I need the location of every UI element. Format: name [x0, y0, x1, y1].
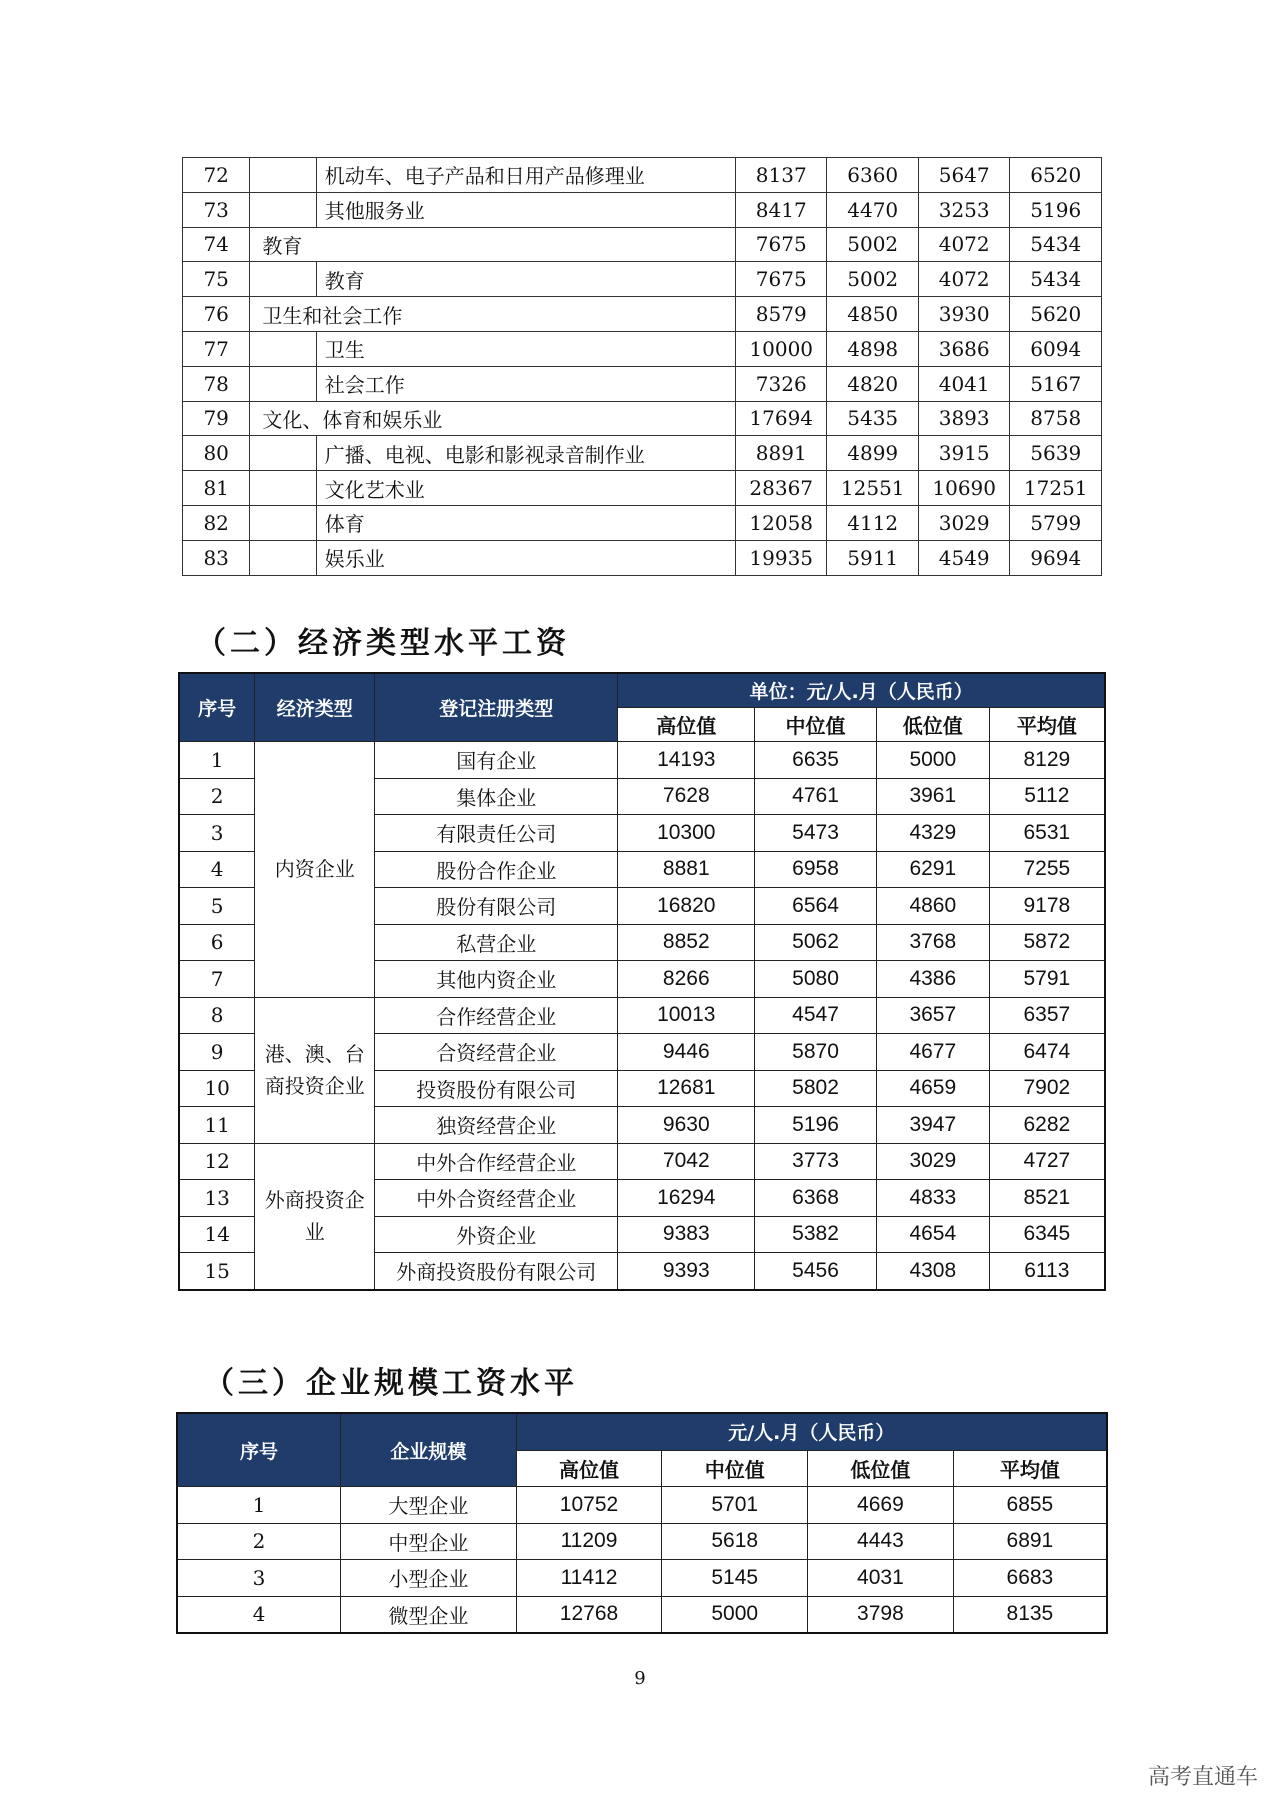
section-2-heading: （二）经济类型水平工资: [196, 626, 570, 661]
header-high: 高位值: [618, 708, 755, 742]
value-avg: 5167: [1010, 366, 1102, 401]
value-low: 4669: [808, 1487, 954, 1524]
industry-name: 教育: [250, 227, 736, 262]
row-number: 83: [183, 540, 250, 575]
table-row: [183, 436, 1102, 471]
value-avg: 5639: [1010, 436, 1102, 471]
industry-name: 文化、体育和娱乐业: [250, 401, 736, 436]
value-avg: 5434: [1010, 227, 1102, 262]
value-mid: 12551: [827, 471, 918, 506]
registration-type: 合资经营企业: [375, 1034, 618, 1071]
value-low: 4329: [876, 815, 989, 852]
row-number: 78: [183, 366, 250, 401]
row-number: 1: [177, 1487, 341, 1524]
value-avg: 5620: [1010, 297, 1102, 332]
value-low: 4443: [808, 1523, 954, 1560]
registration-type: 外资企业: [375, 1216, 618, 1253]
value-low: 3768: [876, 924, 989, 961]
header-mid: 中位值: [662, 1450, 808, 1487]
industry-parent-cell: [250, 366, 316, 401]
industry-parent-cell: [250, 331, 316, 366]
value-mid: 5701: [662, 1487, 808, 1524]
industry-parent-cell: [250, 158, 316, 193]
economic-type-wage-table-body: [179, 742, 1105, 1290]
table-row: [183, 192, 1102, 227]
industry-name: 体育: [316, 505, 735, 540]
value-low: 4549: [918, 540, 1009, 575]
table-row: [177, 1523, 1107, 1560]
row-number: 4: [179, 851, 255, 888]
table-row: [183, 331, 1102, 366]
industry-name: 其他服务业: [316, 192, 735, 227]
row-number: 73: [183, 192, 250, 227]
value-mid: 5618: [662, 1523, 808, 1560]
enterprise-scale: 小型企业: [341, 1560, 517, 1597]
value-mid: 5911: [827, 540, 918, 575]
value-low: 4659: [876, 1070, 989, 1107]
page-number: 9: [634, 1668, 646, 1689]
value-high: 16294: [618, 1180, 755, 1217]
value-low: 4041: [918, 366, 1009, 401]
industry-parent-cell: [250, 192, 316, 227]
value-low: 4654: [876, 1216, 989, 1253]
value-high: 9446: [618, 1034, 755, 1071]
industry-name: 文化艺术业: [316, 471, 735, 506]
registration-type: 合作经营企业: [375, 997, 618, 1034]
value-high: 8852: [618, 924, 755, 961]
enterprise-scale: 中型企业: [341, 1523, 517, 1560]
row-number: 3: [179, 815, 255, 852]
row-number: 3: [177, 1560, 341, 1597]
value-high: 12768: [516, 1596, 662, 1633]
value-avg: 6357: [989, 997, 1105, 1034]
value-high: 12058: [735, 505, 826, 540]
value-high: 9383: [618, 1216, 755, 1253]
value-high: 14193: [618, 742, 755, 779]
row-number: 9: [179, 1034, 255, 1071]
row-number: 2: [177, 1523, 341, 1560]
value-mid: 5002: [827, 227, 918, 262]
value-high: 7042: [618, 1143, 755, 1180]
value-low: 3930: [918, 297, 1009, 332]
header-low: 低位值: [876, 708, 989, 742]
table-row: [177, 1560, 1107, 1597]
value-mid: 4899: [827, 436, 918, 471]
value-avg: 6113: [989, 1253, 1105, 1290]
table-row: [183, 471, 1102, 506]
value-high: 8417: [735, 192, 826, 227]
value-high: 11209: [516, 1523, 662, 1560]
table-row: [179, 742, 1105, 779]
value-avg: 9694: [1010, 540, 1102, 575]
value-mid: 4112: [827, 505, 918, 540]
industry-parent-cell: [250, 436, 316, 471]
value-low: 4386: [876, 961, 989, 998]
header-unit: 元/人.月（人民币）: [516, 1413, 1107, 1450]
value-high: 8266: [618, 961, 755, 998]
header-scale: 企业规模: [341, 1413, 517, 1487]
value-low: 4833: [876, 1180, 989, 1217]
table-row: [179, 1143, 1105, 1180]
value-mid: 5802: [755, 1070, 877, 1107]
value-high: 7326: [735, 366, 826, 401]
value-avg: 9178: [989, 888, 1105, 925]
value-avg: 6891: [953, 1523, 1107, 1560]
economic-type-group: [255, 997, 375, 1143]
value-high: 16820: [618, 888, 755, 925]
registration-type: 中外合作经营企业: [375, 1143, 618, 1180]
value-mid: 5435: [827, 401, 918, 436]
registration-type: 股份有限公司: [375, 888, 618, 925]
row-number: 76: [183, 297, 250, 332]
row-number: 13: [179, 1180, 255, 1217]
table-row: [183, 262, 1102, 297]
row-number: 8: [179, 997, 255, 1034]
value-low: 3029: [876, 1143, 989, 1180]
header-low: 低位值: [808, 1450, 954, 1487]
row-number: 7: [179, 961, 255, 998]
value-high: 7675: [735, 227, 826, 262]
value-avg: 5872: [989, 924, 1105, 961]
value-low: 3915: [918, 436, 1009, 471]
value-avg: 5112: [989, 778, 1105, 815]
economic-type-label: 商投资企业: [264, 1074, 365, 1098]
value-avg: 4727: [989, 1143, 1105, 1180]
value-mid: 5062: [755, 924, 877, 961]
row-number: 77: [183, 331, 250, 366]
row-number: 80: [183, 436, 250, 471]
registration-type: 中外合资经营企业: [375, 1180, 618, 1217]
value-low: 5647: [918, 158, 1009, 193]
value-high: 9393: [618, 1253, 755, 1290]
value-low: 3686: [918, 331, 1009, 366]
row-number: 72: [183, 158, 250, 193]
value-avg: 6855: [953, 1487, 1107, 1524]
value-mid: 6564: [755, 888, 877, 925]
row-number: 5: [179, 888, 255, 925]
value-low: 4072: [918, 227, 1009, 262]
table-row: [179, 997, 1105, 1034]
table-row: [183, 366, 1102, 401]
value-avg: 8135: [953, 1596, 1107, 1633]
row-number: 11: [179, 1107, 255, 1144]
section-3-heading: （三）企业规模工资水平: [204, 1366, 578, 1401]
registration-type: 有限责任公司: [375, 815, 618, 852]
value-mid: 4898: [827, 331, 918, 366]
enterprise-scale: 微型企业: [341, 1596, 517, 1633]
value-mid: 6958: [755, 851, 877, 888]
value-low: 3798: [808, 1596, 954, 1633]
value-avg: 7255: [989, 851, 1105, 888]
industry-parent-cell: [250, 471, 316, 506]
value-high: 10752: [516, 1487, 662, 1524]
row-number: 1: [179, 742, 255, 779]
industry-parent-cell: [250, 540, 316, 575]
economic-type-label: 业: [304, 1220, 325, 1244]
value-low: 3253: [918, 192, 1009, 227]
value-mid: 5456: [755, 1253, 877, 1290]
registration-type: 私营企业: [375, 924, 618, 961]
value-avg: 17251: [1010, 471, 1102, 506]
row-number: 75: [183, 262, 250, 297]
row-number: 6: [179, 924, 255, 961]
value-high: 8137: [735, 158, 826, 193]
enterprise-scale: 大型企业: [341, 1487, 517, 1524]
value-mid: 5000: [662, 1596, 808, 1633]
value-mid: 5196: [755, 1107, 877, 1144]
registration-type: 投资股份有限公司: [375, 1070, 618, 1107]
header-avg: 平均值: [989, 708, 1105, 742]
value-avg: 8758: [1010, 401, 1102, 436]
value-avg: 5196: [1010, 192, 1102, 227]
row-number: 10: [179, 1070, 255, 1107]
industry-name: 机动车、电子产品和日用产品修理业: [316, 158, 735, 193]
header-economic-type: 经济类型: [255, 673, 375, 742]
value-avg: 7902: [989, 1070, 1105, 1107]
value-high: 10013: [618, 997, 755, 1034]
value-mid: 5382: [755, 1216, 877, 1253]
value-avg: 8521: [989, 1180, 1105, 1217]
value-high: 19935: [735, 540, 826, 575]
header-no: 序号: [177, 1413, 341, 1487]
value-mid: 4470: [827, 192, 918, 227]
value-low: 6291: [876, 851, 989, 888]
value-avg: 6683: [953, 1560, 1107, 1597]
table-row: [183, 505, 1102, 540]
value-mid: 4820: [827, 366, 918, 401]
value-low: 4860: [876, 888, 989, 925]
value-avg: 5799: [1010, 505, 1102, 540]
value-avg: 6474: [989, 1034, 1105, 1071]
value-avg: 6520: [1010, 158, 1102, 193]
registration-type: 集体企业: [375, 778, 618, 815]
value-mid: 4850: [827, 297, 918, 332]
header-mid: 中位值: [755, 708, 877, 742]
value-mid: 4761: [755, 778, 877, 815]
table-row: [183, 401, 1102, 436]
value-high: 8579: [735, 297, 826, 332]
table-row: [183, 297, 1102, 332]
value-mid: 4547: [755, 997, 877, 1034]
value-high: 11412: [516, 1560, 662, 1597]
industry-parent-cell: [250, 262, 316, 297]
enterprise-scale-wage-table: [176, 1412, 1108, 1634]
header-no: 序号: [179, 673, 255, 742]
value-mid: 5080: [755, 961, 877, 998]
value-high: 28367: [735, 471, 826, 506]
economic-type-group: [255, 742, 375, 998]
value-high: 7675: [735, 262, 826, 297]
value-avg: 8129: [989, 742, 1105, 779]
value-mid: 5473: [755, 815, 877, 852]
row-number: 82: [183, 505, 250, 540]
header-avg: 平均值: [953, 1450, 1107, 1487]
row-number: 15: [179, 1253, 255, 1290]
industry-parent-cell: [250, 505, 316, 540]
industry-wage-table: [182, 157, 1102, 576]
economic-type-label: 内资企业: [274, 857, 355, 882]
value-high: 9630: [618, 1107, 755, 1144]
value-mid: 6360: [827, 158, 918, 193]
value-high: 7628: [618, 778, 755, 815]
value-high: 17694: [735, 401, 826, 436]
value-high: 12681: [618, 1070, 755, 1107]
value-mid: 5145: [662, 1560, 808, 1597]
enterprise-scale-wage-table-body: [177, 1487, 1107, 1634]
row-number: 2: [179, 778, 255, 815]
industry-name: 教育: [316, 262, 735, 297]
value-high: 8881: [618, 851, 755, 888]
header-registration-type: 登记注册类型: [375, 673, 618, 742]
table-row: [177, 1596, 1107, 1633]
value-mid: 3773: [755, 1143, 877, 1180]
registration-type: 其他内资企业: [375, 961, 618, 998]
table-row: [177, 1487, 1107, 1524]
value-low: 3893: [918, 401, 1009, 436]
value-low: 4072: [918, 262, 1009, 297]
economic-type-wage-table: [178, 672, 1106, 1291]
value-avg: 6531: [989, 815, 1105, 852]
row-number: 79: [183, 401, 250, 436]
registration-type: 股份合作企业: [375, 851, 618, 888]
row-number: 4: [177, 1596, 341, 1633]
value-high: 8891: [735, 436, 826, 471]
row-number: 74: [183, 227, 250, 262]
value-mid: 6635: [755, 742, 877, 779]
row-number: 12: [179, 1143, 255, 1180]
row-number: 81: [183, 471, 250, 506]
value-avg: 5791: [989, 961, 1105, 998]
value-low: 3961: [876, 778, 989, 815]
industry-name: 卫生和社会工作: [250, 297, 736, 332]
value-avg: 6094: [1010, 331, 1102, 366]
industry-wage-table-body: [183, 158, 1102, 576]
header-unit: 单位：元/人.月（人民币）: [618, 673, 1105, 708]
header-high: 高位值: [516, 1450, 662, 1487]
economic-type-label: 外商投资企: [264, 1188, 365, 1212]
value-high: 10000: [735, 331, 826, 366]
row-number: 14: [179, 1216, 255, 1253]
registration-type: 独资经营企业: [375, 1107, 618, 1144]
value-low: 3657: [876, 997, 989, 1034]
table-row: [183, 158, 1102, 193]
value-low: 10690: [918, 471, 1009, 506]
table-row: [183, 227, 1102, 262]
economic-type-label: 港、澳、台: [264, 1042, 365, 1066]
registration-type: 国有企业: [375, 742, 618, 779]
value-mid: 6368: [755, 1180, 877, 1217]
value-avg: 6282: [989, 1107, 1105, 1144]
value-low: 4031: [808, 1560, 954, 1597]
watermark: 高考直通车: [1147, 1765, 1258, 1790]
value-mid: 5002: [827, 262, 918, 297]
value-avg: 5434: [1010, 262, 1102, 297]
value-mid: 5870: [755, 1034, 877, 1071]
industry-name: 娱乐业: [316, 540, 735, 575]
industry-name: 广播、电视、电影和影视录音制作业: [316, 436, 735, 471]
value-low: 5000: [876, 742, 989, 779]
value-low: 3029: [918, 505, 1009, 540]
value-low: 3947: [876, 1107, 989, 1144]
economic-type-group: [255, 1143, 375, 1290]
value-high: 10300: [618, 815, 755, 852]
registration-type: 外商投资股份有限公司: [375, 1253, 618, 1290]
industry-name: 卫生: [316, 331, 735, 366]
table-row: [183, 540, 1102, 575]
value-avg: 6345: [989, 1216, 1105, 1253]
value-low: 4677: [876, 1034, 989, 1071]
value-low: 4308: [876, 1253, 989, 1290]
industry-name: 社会工作: [316, 366, 735, 401]
